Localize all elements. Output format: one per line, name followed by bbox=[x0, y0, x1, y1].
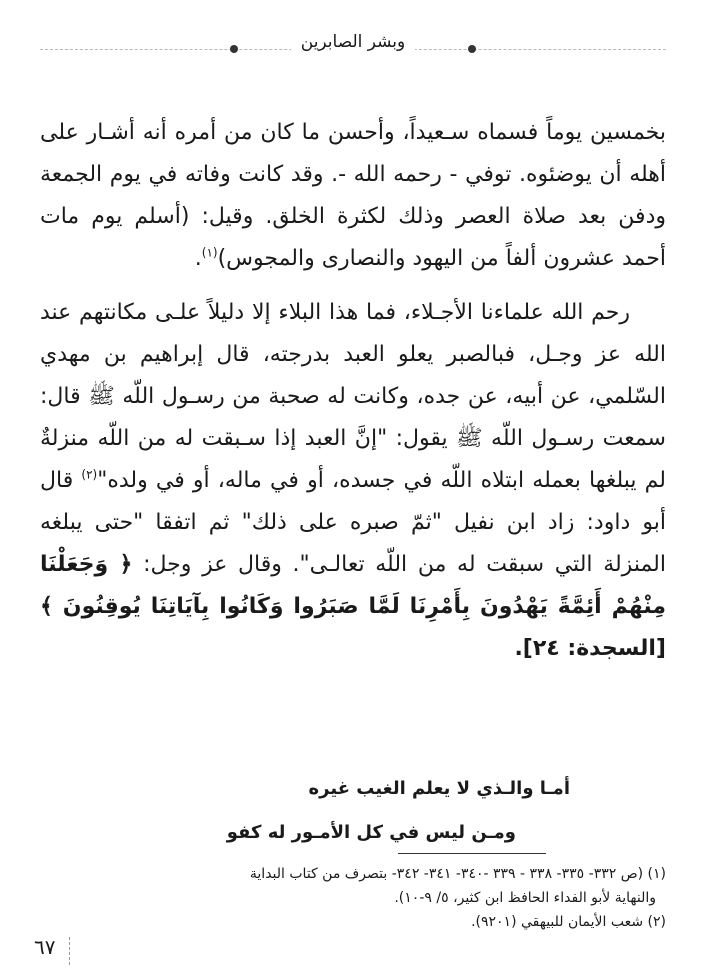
quran-verse: ﴿ وَجَعَلْنَا مِنْهُمْ أَئِمَّةً يَهْدُونَ بِأَمْرِنَا لَمَّا صَبَرُوا وَكَانُوا بِآيَاتِنَا يُوقِنُونَ ﴾ bbox=[40, 552, 666, 619]
header-title: وبشر الصابرين bbox=[40, 32, 666, 52]
poem-line-2: ومـن ليس في كل الأمـور له كفو bbox=[226, 822, 516, 843]
running-header bbox=[40, 30, 666, 70]
paragraph-1-text: بخمسين يوماً فسماه سـعيداً، وأحسن ما كان من أمره أنه أشـار على أهله أن يوضئوه. توفي - رحمه الله -. وقد كانت وفاته في يوم الجمعة ودفن بعد صلاة العصر وذلك لكثرة الخلق. وقيل: (أسلم يوم مات أحمد عشرون ألفاً من اليهود والنصارى والمجوس) bbox=[40, 120, 666, 271]
footnote-ref-1: (١) bbox=[201, 245, 218, 260]
body-text bbox=[40, 112, 666, 670]
page-number: ٦٧ bbox=[34, 935, 56, 959]
quran-citation: [السجدة: ٢٤]. bbox=[514, 636, 666, 661]
footnote-2: (٢) شعب الأيمان للبيهقي (٩٢٠١). bbox=[471, 914, 666, 930]
footnote-1-line-1: (١) (ص ٣٣٢- ٣٣٥- ٣٣٨ - ٣٣٩ -٣٤٠- ٣٤١- ٣٤٢- بتصرف من كتاب البداية bbox=[249, 866, 666, 882]
poem-line-1: أمـا والـذي لا يعلم الغيب غيره bbox=[308, 778, 570, 799]
paragraph-2-text-a: رحم الله علماءنا الأجـلاء، فما هذا البلاء إلا دليلاً علـى مكانتهم عند الله عز وجـل، فبالصبر يعلو العبد بدرجته، قال إبراهيم بن مهدي السّلمي، عن أبيه، عن جده، وكانت له صحبة من رسـول اللّه ﷺ قال: سمعت رسـول اللّه ﷺ يقول: "إنَّ العبد إذا سـبقت له من اللّه منزلةٌ لم يبلغها بعمله ابتلاه اللّه في جسده، أو في ماله، أو في ولده" bbox=[40, 300, 666, 493]
footnote-separator bbox=[398, 853, 546, 854]
paragraph-1 bbox=[40, 112, 666, 280]
margin-dashed-rule bbox=[69, 937, 70, 965]
paragraph-2 bbox=[40, 292, 666, 670]
footnotes bbox=[40, 862, 666, 934]
footnote-1-line-2: والنهاية لأبو الفداء الحافظ ابن كثير، ٥/ ٩-١٠). bbox=[394, 890, 656, 906]
footnote-ref-2: (٢) bbox=[81, 467, 98, 482]
paragraph-2-text-b: قال أبو داود: زاد ابن نفيل "ثمّ صبره على ذلك" ثم اتفقا "حتى يبلغه المنزلة التي سبقت له من اللّه تعالـى". وقال عز وجل: bbox=[40, 468, 666, 577]
paragraph-1-end: . bbox=[194, 246, 202, 271]
